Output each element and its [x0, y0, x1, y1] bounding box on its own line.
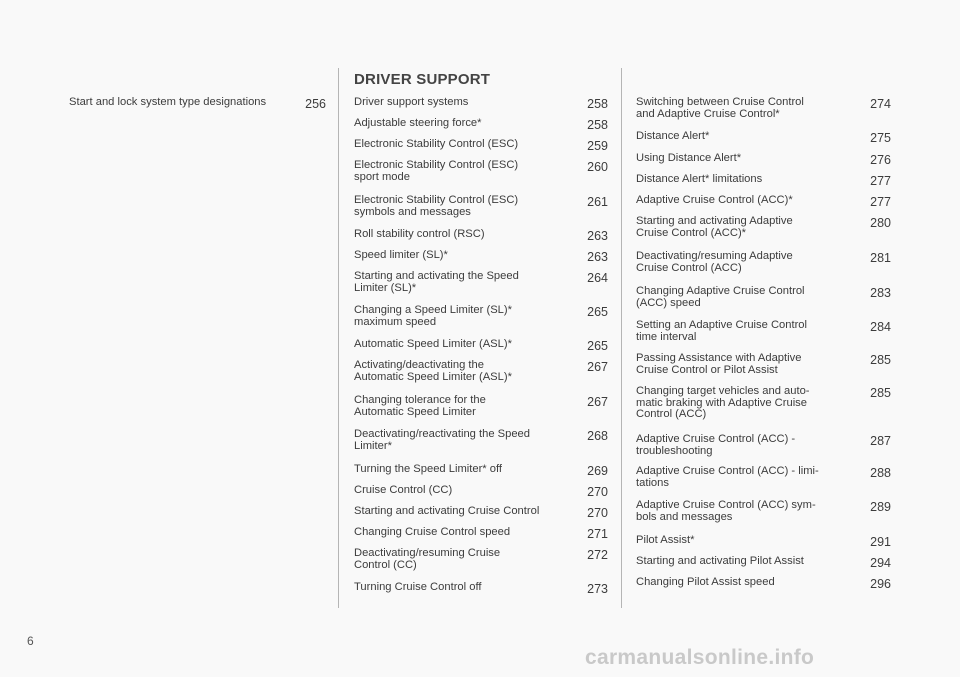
- toc-entry-page: 269: [587, 464, 608, 478]
- toc-entry-title: Starting and activating Cruise Control: [354, 505, 540, 517]
- toc-entry-page: 258: [587, 118, 608, 132]
- toc-entry-title: Starting and activating Pilot Assist: [636, 555, 804, 567]
- toc-entry-title: Automatic Speed Limiter (ASL)*: [354, 338, 512, 350]
- toc-entry-title: Distance Alert*: [636, 130, 710, 142]
- toc-entry-page: 270: [587, 506, 608, 520]
- toc-entry-page: 294: [870, 556, 891, 570]
- toc-entry-title: Using Distance Alert*: [636, 152, 742, 164]
- toc-entry-title: Electronic Stability Control (ESC): [354, 138, 519, 150]
- toc-entry-title: Turning the Speed Limiter* off: [354, 463, 503, 475]
- toc-entry-title: Deactivating/reactivating the Speed Limiter*: [354, 428, 531, 452]
- toc-entry-title: Turning Cruise Control off: [354, 581, 482, 593]
- toc-entry-title: Changing Adaptive Cruise Control (ACC) speed: [636, 285, 805, 309]
- toc-entry-title: Adaptive Cruise Control (ACC) - troubleshooting: [636, 433, 796, 457]
- toc-entry-page: 265: [587, 305, 608, 319]
- toc-entry-page: 256: [305, 97, 326, 111]
- toc-entry-page: 277: [870, 174, 891, 188]
- toc-entry-title: Setting an Adaptive Cruise Control time interval: [636, 319, 808, 343]
- toc-entry-title: Adaptive Cruise Control (ACC)*: [636, 194, 793, 206]
- toc-entry-page: 285: [870, 386, 891, 400]
- toc-entry-page: 275: [870, 131, 891, 145]
- toc-entry-title: Changing Cruise Control speed: [354, 526, 511, 538]
- toc-entry-title: Distance Alert* limitations: [636, 173, 763, 185]
- toc-entry-page: 274: [870, 97, 891, 111]
- toc-entry-page: 285: [870, 353, 891, 367]
- toc-entry-page: 263: [587, 229, 608, 243]
- toc-entry-page: 272: [587, 548, 608, 562]
- toc-entry-title: Switching between Cruise Control and Adaptive Cruise Control*: [636, 96, 804, 120]
- toc-entry-page: 296: [870, 577, 891, 591]
- toc-entry-page: 291: [870, 535, 891, 549]
- toc-entry-page: 260: [587, 160, 608, 174]
- toc-entry-page: 270: [587, 485, 608, 499]
- toc-entry-title: Deactivating/resuming Cruise Control (CC): [354, 547, 501, 571]
- toc-entry-title: Changing a Speed Limiter (SL)* maximum speed: [354, 304, 512, 328]
- toc-entry-title: Driver support systems: [354, 96, 469, 108]
- toc-entry-page: 267: [587, 360, 608, 374]
- toc-entry-page: 280: [870, 216, 891, 230]
- toc-entry-title: Changing tolerance for the Automatic Speed Limiter: [354, 394, 486, 418]
- toc-entry-page: 273: [587, 582, 608, 596]
- toc-entry-page: 263: [587, 250, 608, 264]
- toc-entry-page: 259: [587, 139, 608, 153]
- column-divider-left: [338, 68, 339, 608]
- toc-entry-title: Adjustable steering force*: [354, 117, 482, 129]
- page-number: 6: [27, 634, 34, 648]
- toc-entry-page: 268: [587, 429, 608, 443]
- toc-entry-page: 281: [870, 251, 891, 265]
- toc-entry-title: Changing target vehicles and auto- matic braking with Adaptive Cruise Control (ACC): [636, 385, 810, 420]
- toc-entry-page: 276: [870, 153, 891, 167]
- toc-entry-page: 258: [587, 97, 608, 111]
- toc-entry-page: 283: [870, 286, 891, 300]
- toc-entry-title: Electronic Stability Control (ESC) symbols and messages: [354, 194, 519, 218]
- toc-entry-title: Cruise Control (CC): [354, 484, 453, 496]
- toc-entry-page: 288: [870, 466, 891, 480]
- toc-entry-page: 264: [587, 271, 608, 285]
- column-divider-right: [621, 68, 622, 608]
- toc-entry-page: 261: [587, 195, 608, 209]
- toc-entry-title: Starting and activating the Speed Limiter (SL)*: [354, 270, 519, 294]
- toc-entry-title: Adaptive Cruise Control (ACC) sym- bols and messages: [636, 499, 816, 523]
- toc-entry-page: 284: [870, 320, 891, 334]
- toc-entry-title: Electronic Stability Control (ESC) sport mode: [354, 159, 519, 183]
- toc-entry-page: 271: [587, 527, 608, 541]
- toc-entry-title: Starting and activating Adaptive Cruise Control (ACC)*: [636, 215, 793, 239]
- toc-entry-title: Pilot Assist*: [636, 534, 695, 546]
- toc-entry-title: Speed limiter (SL)*: [354, 249, 448, 261]
- toc-entry-page: 267: [587, 395, 608, 409]
- toc-entry-title: Changing Pilot Assist speed: [636, 576, 775, 588]
- section-heading: DRIVER SUPPORT: [354, 71, 491, 88]
- toc-entry-title: Roll stability control (RSC): [354, 228, 485, 240]
- toc-entry-title: Passing Assistance with Adaptive Cruise Control or Pilot Assist: [636, 352, 802, 376]
- toc-entry-title: Start and lock system type designations: [69, 96, 267, 108]
- toc-entry-page: 289: [870, 500, 891, 514]
- toc-entry-title: Deactivating/resuming Adaptive Cruise Control (ACC): [636, 250, 793, 274]
- toc-entry-title: Adaptive Cruise Control (ACC) - limi- tations: [636, 465, 819, 489]
- toc-entry-page: 277: [870, 195, 891, 209]
- toc-entry-title: Activating/deactivating the Automatic Speed Limiter (ASL)*: [354, 359, 512, 383]
- watermark-text: carmanualsonline.info: [585, 646, 815, 669]
- toc-entry-page: 287: [870, 434, 891, 448]
- toc-entry-page: 265: [587, 339, 608, 353]
